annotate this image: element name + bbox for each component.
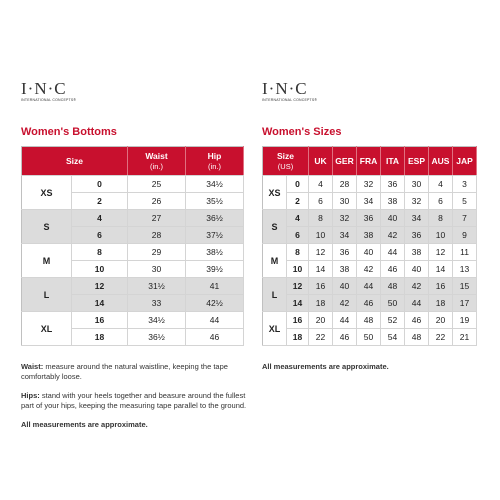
table-row	[263, 210, 477, 227]
intl-size-cell: 44	[405, 295, 429, 312]
intl-size-cell: 30	[405, 176, 429, 193]
intl-size-cell: 9	[453, 227, 477, 244]
table-row	[263, 176, 477, 193]
table-row	[263, 278, 477, 295]
table-row	[22, 244, 244, 261]
bottoms-approx-note: All measurements are approximate.	[21, 420, 148, 429]
intl-size-cell: 46	[357, 295, 381, 312]
header-hip	[186, 147, 244, 176]
intl-size-cell: 10	[309, 227, 333, 244]
intl-size-cell: 44	[357, 278, 381, 295]
intl-size-cell: 42	[333, 295, 357, 312]
header-waist-unit: (in.)	[150, 161, 163, 171]
waist-cell: 29	[128, 244, 186, 261]
waist-cell: 25	[128, 176, 186, 193]
intl-size-cell: 54	[381, 329, 405, 346]
us-size-cell: 16	[287, 312, 309, 329]
sizes-title: Women's Sizes	[262, 126, 342, 138]
intl-size-cell: 36	[333, 244, 357, 261]
header-size-label: Size	[277, 150, 295, 161]
header-size: Size	[22, 147, 128, 176]
header-size-us	[263, 147, 309, 176]
waist-cell: 28	[128, 227, 186, 244]
sizes-header-row	[263, 147, 477, 176]
header-country: GER	[333, 147, 357, 176]
intl-size-cell: 4	[429, 176, 453, 193]
us-size-cell: 2	[287, 193, 309, 210]
intl-size-cell: 40	[381, 210, 405, 227]
intl-size-cell: 48	[405, 329, 429, 346]
intl-size-cell: 8	[429, 210, 453, 227]
intl-size-cell: 5	[453, 193, 477, 210]
header-waist-label: Waist	[145, 150, 168, 161]
intl-size-cell: 15	[453, 278, 477, 295]
sizes-approx-note: All measurements are approximate.	[262, 362, 389, 371]
bottoms-title: Women's Bottoms	[21, 126, 117, 138]
us-size-cell: 8	[72, 244, 128, 261]
table-row	[263, 329, 477, 346]
us-size-cell: 12	[72, 278, 128, 295]
intl-size-cell: 44	[381, 244, 405, 261]
inc-logo-right	[262, 80, 317, 102]
us-size-cell: 16	[72, 312, 128, 329]
logo-mark: I·N·C	[21, 79, 67, 98]
header-hip-unit: (in.)	[208, 161, 221, 171]
size-group-label: M	[263, 244, 287, 278]
intl-size-cell: 3	[453, 176, 477, 193]
intl-size-cell: 48	[381, 278, 405, 295]
header-waist	[128, 147, 186, 176]
intl-size-cell: 30	[333, 193, 357, 210]
intl-size-cell: 38	[357, 227, 381, 244]
header-country: UK	[309, 147, 333, 176]
waist-note-text: measure around the natural waistline, keeping the tape comfortably loose.	[21, 362, 228, 381]
inc-logo-left	[21, 80, 76, 102]
intl-size-cell: 4	[309, 176, 333, 193]
intl-size-cell: 50	[357, 329, 381, 346]
intl-size-cell: 34	[405, 210, 429, 227]
intl-size-cell: 14	[429, 261, 453, 278]
intl-size-cell: 19	[453, 312, 477, 329]
us-size-cell: 14	[72, 295, 128, 312]
header-country: JAP	[453, 147, 477, 176]
us-size-cell: 10	[72, 261, 128, 278]
intl-size-cell: 42	[357, 261, 381, 278]
intl-size-cell: 12	[429, 244, 453, 261]
table-row	[22, 312, 244, 329]
intl-size-cell: 42	[405, 278, 429, 295]
size-group-label: S	[263, 210, 287, 244]
sizes-table	[262, 146, 477, 346]
intl-size-cell: 50	[381, 295, 405, 312]
intl-size-cell: 17	[453, 295, 477, 312]
hips-note-text: stand with your heels together and beasure around the fullest part of your hips, keeping the measuring tape parallel to the ground.	[21, 391, 247, 410]
bottoms-table	[21, 146, 244, 346]
waist-note	[21, 362, 251, 382]
header-country: ITA	[381, 147, 405, 176]
us-size-cell: 18	[72, 329, 128, 346]
waist-cell: 36½	[128, 329, 186, 346]
intl-size-cell: 34	[333, 227, 357, 244]
intl-size-cell: 40	[333, 278, 357, 295]
us-size-cell: 6	[287, 227, 309, 244]
table-row	[263, 227, 477, 244]
hip-cell: 37½	[186, 227, 244, 244]
size-group-label: S	[22, 210, 72, 244]
intl-size-cell: 46	[405, 312, 429, 329]
us-size-cell: 12	[287, 278, 309, 295]
intl-size-cell: 11	[453, 244, 477, 261]
intl-size-cell: 44	[333, 312, 357, 329]
intl-size-cell: 40	[405, 261, 429, 278]
header-size-unit: (US)	[277, 161, 294, 171]
size-group-label: L	[22, 278, 72, 312]
header-country: AUS	[429, 147, 453, 176]
intl-size-cell: 22	[309, 329, 333, 346]
intl-size-cell: 10	[429, 227, 453, 244]
us-size-cell: 10	[287, 261, 309, 278]
waist-cell: 34½	[128, 312, 186, 329]
intl-size-cell: 20	[429, 312, 453, 329]
intl-size-cell: 6	[309, 193, 333, 210]
intl-size-cell: 18	[309, 295, 333, 312]
intl-size-cell: 36	[405, 227, 429, 244]
logo-subtitle: INTERNATIONAL CONCEPTS®	[21, 98, 77, 102]
intl-size-cell: 8	[309, 210, 333, 227]
size-group-label: XL	[263, 312, 287, 346]
bottoms-notes	[21, 362, 251, 439]
hip-cell: 38½	[186, 244, 244, 261]
size-group-label: M	[22, 244, 72, 278]
intl-size-cell: 14	[309, 261, 333, 278]
intl-size-cell: 32	[405, 193, 429, 210]
hip-cell: 34½	[186, 176, 244, 193]
intl-size-cell: 36	[381, 176, 405, 193]
us-size-cell: 4	[287, 210, 309, 227]
header-hip-label: Hip	[207, 150, 222, 161]
intl-size-cell: 46	[333, 329, 357, 346]
table-row	[263, 312, 477, 329]
intl-size-cell: 18	[429, 295, 453, 312]
table-row	[263, 295, 477, 312]
table-row	[22, 210, 244, 227]
logo-subtitle: INTERNATIONAL CONCEPTS®	[262, 98, 318, 102]
us-size-cell: 6	[72, 227, 128, 244]
waist-cell: 31½	[128, 278, 186, 295]
hip-cell: 42½	[186, 295, 244, 312]
size-group-label: XL	[22, 312, 72, 346]
waist-cell: 27	[128, 210, 186, 227]
intl-size-cell: 32	[357, 176, 381, 193]
hip-cell: 39½	[186, 261, 244, 278]
table-row	[263, 261, 477, 278]
intl-size-cell: 22	[429, 329, 453, 346]
hips-note	[21, 391, 251, 411]
intl-size-cell: 20	[309, 312, 333, 329]
intl-size-cell: 21	[453, 329, 477, 346]
intl-size-cell: 34	[357, 193, 381, 210]
intl-size-cell: 48	[357, 312, 381, 329]
us-size-cell: 14	[287, 295, 309, 312]
intl-size-cell: 28	[333, 176, 357, 193]
us-size-cell: 0	[72, 176, 128, 193]
intl-size-cell: 7	[453, 210, 477, 227]
hip-cell: 35½	[186, 193, 244, 210]
intl-size-cell: 38	[333, 261, 357, 278]
intl-size-cell: 36	[357, 210, 381, 227]
size-group-label: XS	[263, 176, 287, 210]
intl-size-cell: 40	[357, 244, 381, 261]
intl-size-cell: 12	[309, 244, 333, 261]
header-country: ESP	[405, 147, 429, 176]
table-row	[263, 244, 477, 261]
us-size-cell: 2	[72, 193, 128, 210]
intl-size-cell: 46	[381, 261, 405, 278]
us-size-cell: 0	[287, 176, 309, 193]
size-group-label: L	[263, 278, 287, 312]
waist-note-label: Waist:	[21, 362, 44, 371]
logo-mark: I·N·C	[262, 79, 308, 98]
hips-note-label: Hips:	[21, 391, 40, 400]
intl-size-cell: 13	[453, 261, 477, 278]
us-size-cell: 4	[72, 210, 128, 227]
size-group-label: XS	[22, 176, 72, 210]
intl-size-cell: 6	[429, 193, 453, 210]
hip-cell: 36½	[186, 210, 244, 227]
intl-size-cell: 16	[429, 278, 453, 295]
waist-cell: 26	[128, 193, 186, 210]
intl-size-cell: 38	[405, 244, 429, 261]
table-row	[22, 176, 244, 193]
intl-size-cell: 16	[309, 278, 333, 295]
intl-size-cell: 32	[333, 210, 357, 227]
hip-cell: 41	[186, 278, 244, 295]
intl-size-cell: 52	[381, 312, 405, 329]
bottoms-header-row	[22, 147, 244, 176]
intl-size-cell: 38	[381, 193, 405, 210]
table-row	[263, 193, 477, 210]
us-size-cell: 18	[287, 329, 309, 346]
waist-cell: 33	[128, 295, 186, 312]
intl-size-cell: 42	[381, 227, 405, 244]
table-row	[22, 278, 244, 295]
us-size-cell: 8	[287, 244, 309, 261]
hip-cell: 44	[186, 312, 244, 329]
waist-cell: 30	[128, 261, 186, 278]
hip-cell: 46	[186, 329, 244, 346]
header-country: FRA	[357, 147, 381, 176]
